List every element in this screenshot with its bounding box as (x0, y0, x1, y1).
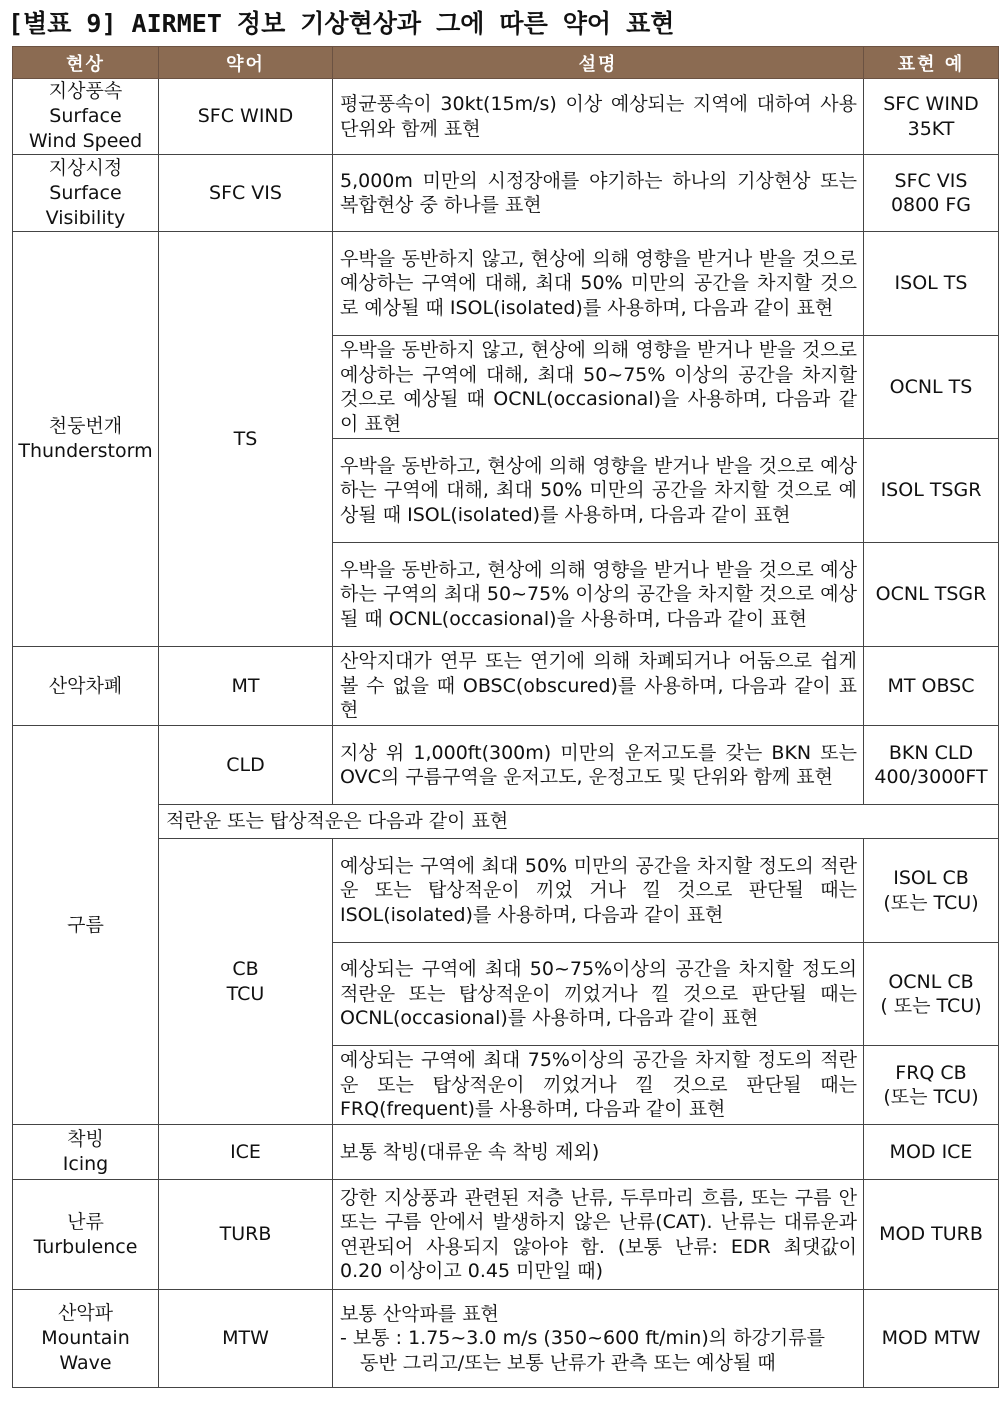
header-row (13, 47, 999, 79)
table-row (13, 647, 999, 726)
example-cell: SFC WIND 35KT (864, 79, 999, 155)
phenomenon-cell: 천둥번개 Thunderstorm (13, 232, 159, 647)
header-description: 설명 (333, 47, 864, 79)
table-row (13, 155, 999, 232)
description-cell: 산악지대가 연무 또는 연기에 의해 차폐되거나 어둠으로 쉽게 볼 수 없을 때 OBSC(obscured)를 사용하며, 다음과 같이 표현 (333, 647, 864, 726)
example-cell: ISOL TSGR (864, 439, 999, 543)
abbreviation-cell: CB TCU (159, 839, 333, 1125)
description-cell: 우박을 동반하고, 현상에 의해 영향을 받거나 받을 것으로 예상하는 구역의 최대 50~75% 이상의 공간을 차지할 것으로 예상될 때 OCNL(occasional)을 사용하며, 다음과 같이 표현 (333, 543, 864, 647)
description-cell: 보통 착빙(대류운 속 착빙 제외) (333, 1125, 864, 1180)
example-cell: OCNL TSGR (864, 543, 999, 647)
table-row (13, 79, 999, 155)
description-cell: 지상 위 1,000ft(300m) 미만의 운저고도를 갖는 BKN 또는 OVC의 구름구역을 운저고도, 운정고도 및 단위와 함께 표현 (333, 726, 864, 805)
example-cell: FRQ CB (또는 TCU) (864, 1046, 999, 1125)
abbreviation-cell: SFC WIND (159, 79, 333, 155)
airmet-table (12, 46, 999, 1388)
description-cell: 5,000m 미만의 시정장애를 야기하는 하나의 기상현상 또는 복합현상 중 하나를 표현 (333, 155, 864, 232)
example-cell: MOD TURB (864, 1180, 999, 1290)
abbreviation-cell: SFC VIS (159, 155, 333, 232)
header-example: 표현 예 (864, 47, 999, 79)
abbreviation-cell: MTW (159, 1290, 333, 1388)
example-cell: SFC VIS 0800 FG (864, 155, 999, 232)
example-cell: MOD ICE (864, 1125, 999, 1180)
example-cell: MOD MTW (864, 1290, 999, 1388)
table-row (13, 805, 999, 839)
example-cell: OCNL TS (864, 336, 999, 439)
example-cell: ISOL CB (또는 TCU) (864, 839, 999, 943)
abbreviation-cell: TURB (159, 1180, 333, 1290)
phenomenon-cell: 구름 (13, 726, 159, 1125)
page-title: [별표 9] AIRMET 정보 기상현상과 그에 따른 약어 표현 (8, 9, 675, 38)
description-cell: 강한 지상풍과 관련된 저층 난류, 두루마리 흐름, 또는 구름 안 또는 구름 안에서 발생하지 않은 난류(CAT). 난류는 대류운과 연관되어 사용되지 않아야 함. (보통 난류: EDR 최댓값이 0.20 이상이고 0.45 미만일 때) (333, 1180, 864, 1290)
abbreviation-cell: ICE (159, 1125, 333, 1180)
table-row (13, 1180, 999, 1290)
table-row (13, 726, 999, 805)
description-cell: 평균풍속이 30kt(15m/s) 이상 예상되는 지역에 대하여 사용단위와 함께 표현 (333, 79, 864, 155)
abbreviation-cell: MT (159, 647, 333, 726)
table-row (13, 839, 999, 943)
description-cell: 예상되는 구역에 최대 50% 미만의 공간을 차지할 정도의 적란운 또는 탑상적운이 끼었 거나 낄 것으로 판단될 때는 ISOL(isolated)를 사용하며, 다음과 같이 표현 (333, 839, 864, 943)
example-cell: BKN CLD 400/3000FT (864, 726, 999, 805)
abbreviation-cell: TS (159, 232, 333, 647)
header-abbreviation: 약어 (159, 47, 333, 79)
phenomenon-cell: 산악파 Mountain Wave (13, 1290, 159, 1388)
example-cell: ISOL TS (864, 232, 999, 336)
cumulonimbus-note: 적란운 또는 탑상적운은 다음과 같이 표현 (159, 805, 999, 839)
header-phenomenon: 현상 (13, 47, 159, 79)
phenomenon-cell: 지상풍속 Surface Wind Speed (13, 79, 159, 155)
example-cell: MT OBSC (864, 647, 999, 726)
phenomenon-cell: 난류 Turbulence (13, 1180, 159, 1290)
description-cell: 예상되는 구역에 최대 75%이상의 공간을 차지할 정도의 적란운 또는 탑상적운이 끼었거나 낄 것으로 판단될 때는 FRQ(frequent)를 사용하며, 다음과 같이 표현 (333, 1046, 864, 1125)
description-cell: 보통 산악파를 표현 - 보통 : 1.75~3.0 m/s (350~600 ft/min)의 하강기류를 동반 그리고/또는 보통 난류가 관측 또는 예상될 때 (333, 1290, 864, 1388)
description-cell: 우박을 동반하고, 현상에 의해 영향을 받거나 받을 것으로 예상하는 구역에 대해, 최대 50% 미만의 공간을 차지할 것으로 예상될 때 ISOL(isolated)를 사용하며, 다음과 같이 표현 (333, 439, 864, 543)
table-row (13, 232, 999, 336)
description-cell: 우박을 동반하지 않고, 현상에 의해 영향을 받거나 받을 것으로 예상하는 구역에 대해, 최대 50~75% 이상의 공간을 차지할 것으로 예상될 때 OCNL(occasional)을 사용하며, 다음과 같이 표현 (333, 336, 864, 439)
abbreviation-cell: CLD (159, 726, 333, 805)
example-cell: OCNL CB ( 또는 TCU) (864, 943, 999, 1046)
description-cell: 예상되는 구역에 최대 50~75%이상의 공간을 차지할 정도의 적란운 또는 탑상적운이 끼었거나 낄 것으로 판단될 때는 OCNL(occasional)를 사용하며, 다음과 같이 표현 (333, 943, 864, 1046)
phenomenon-cell: 지상시정 Surface Visibility (13, 155, 159, 232)
table-row (13, 1290, 999, 1388)
description-cell: 우박을 동반하지 않고, 현상에 의해 영향을 받거나 받을 것으로 예상하는 구역에 대해, 최대 50% 미만의 공간을 차지할 것으로 예상될 때 ISOL(isolated)를 사용하며, 다음과 같이 표현 (333, 232, 864, 336)
phenomenon-cell: 착빙 Icing (13, 1125, 159, 1180)
table-row (13, 1125, 999, 1180)
phenomenon-cell: 산악차폐 (13, 647, 159, 726)
